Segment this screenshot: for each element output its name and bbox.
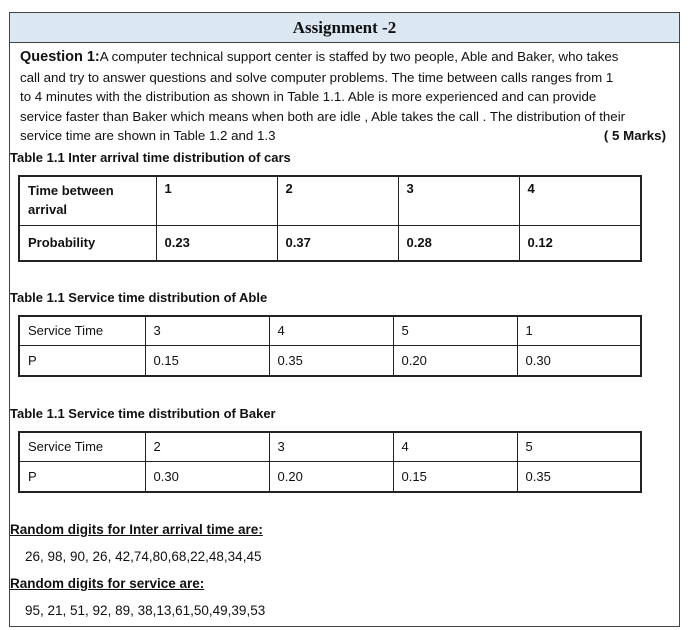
question-block — [20, 47, 676, 146]
table-cell-label: P — [19, 345, 145, 376]
question-heading: Question 1: — [20, 49, 100, 65]
label-line: arrival — [28, 202, 68, 217]
table-cell: 5 — [517, 432, 641, 461]
table-row — [19, 316, 641, 345]
table-cell: 0.35 — [517, 461, 641, 492]
table-cell-label: P — [19, 461, 145, 492]
table-cell: 1 — [517, 316, 641, 345]
marks-label: ( 5 Marks) — [603, 128, 666, 144]
question-text-1: A computer technical support center is staffed by two people, Able and Baker, who takes — [99, 49, 619, 64]
table-cell: 5 — [393, 316, 517, 345]
table-cell: 0.12 — [519, 225, 641, 261]
table-cell: 4 — [519, 176, 641, 225]
table-cell-label: Service Time — [19, 432, 145, 461]
interarrival-random-digits: 26, 98, 90, 26, 42,74,80,68,22,48,34,45 — [25, 549, 262, 564]
table-row — [19, 432, 641, 461]
table-cell: 0.30 — [145, 461, 269, 492]
table-cell: 0.20 — [393, 345, 517, 376]
service-random-label: Random digits for service are: — [10, 576, 205, 591]
table-row — [19, 225, 641, 261]
table-cell: 2 — [145, 432, 269, 461]
table-cell: 0.28 — [398, 225, 519, 261]
service-random-digits: 95, 21, 51, 92, 89, 38,13,61,50,49,39,53 — [25, 603, 266, 618]
table-row — [19, 176, 641, 225]
interarrival-random-label: Random digits for Inter arrival time are: — [10, 522, 263, 537]
table-cell: 4 — [393, 432, 517, 461]
table-cell-label — [19, 176, 156, 225]
table-cell-label: Service Time — [19, 316, 145, 345]
table-cell: 0.15 — [393, 461, 517, 492]
table-cell: 4 — [269, 316, 393, 345]
interarrival-table — [18, 175, 642, 262]
table-cell: 3 — [269, 432, 393, 461]
table-cell: 1 — [156, 176, 277, 225]
question-line-5 — [20, 126, 676, 146]
table-cell: 0.35 — [269, 345, 393, 376]
table3-caption: Table 1.1 Service time distribution of Baker — [10, 406, 276, 421]
table-row — [19, 345, 641, 376]
able-service-table — [18, 315, 642, 377]
table-cell: 0.23 — [156, 225, 277, 261]
page-title: Assignment -2 — [10, 13, 679, 43]
baker-service-table — [18, 431, 642, 493]
table-row — [19, 461, 641, 492]
question-line-3: to 4 minutes with the distribution as shown in Table 1.1. Able is more experienced and can provide — [20, 89, 597, 105]
table-cell: 3 — [398, 176, 519, 225]
table-cell: 2 — [277, 176, 398, 225]
table-cell: 0.30 — [517, 345, 641, 376]
label-line: Time between — [28, 183, 114, 198]
table-cell: 3 — [145, 316, 269, 345]
table-cell-label: Probability — [19, 225, 156, 261]
question-text-5: service time are shown in Table 1.2 and 1.3 — [20, 128, 276, 144]
question-line-1 — [20, 47, 676, 68]
table-cell: 0.15 — [145, 345, 269, 376]
table-cell: 0.37 — [277, 225, 398, 261]
question-line-4: service faster than Baker which means when both are idle , Able takes the call . The distribution of their — [20, 108, 626, 124]
table1-caption: Table 1.1 Inter arrival time distribution of cars — [10, 150, 291, 165]
table2-caption: Table 1.1 Service time distribution of Able — [10, 290, 268, 305]
question-line-2: call and try to answer questions and solve computer problems. The time between calls ranges from 1 — [20, 69, 614, 85]
table-cell: 0.20 — [269, 461, 393, 492]
